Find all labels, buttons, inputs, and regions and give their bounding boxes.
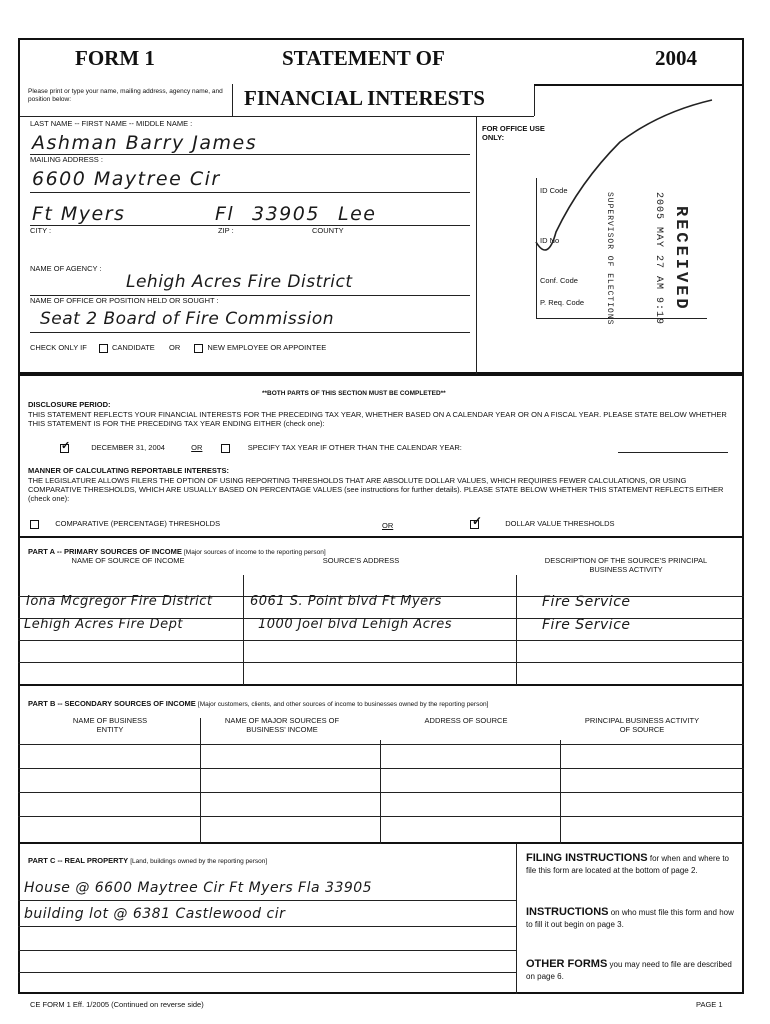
mailing-field[interactable]: 6600 Maytree Cir <box>32 168 221 190</box>
part-a-row2-address[interactable]: 1000 Joel blvd Lehigh Acres <box>258 617 453 632</box>
candidate-label: CANDIDATE <box>112 343 155 352</box>
instructions-text: on who must file this form and how to fill it out begin on page 3. <box>526 908 734 929</box>
part-b-title-text: PART B -- SECONDARY SOURCES OF INCOME <box>28 699 196 708</box>
part-b-block <box>18 686 744 844</box>
stamp-received: RECEIVED <box>671 206 690 312</box>
mailing-label: MAILING ADDRESS : <box>30 155 103 164</box>
part-a-row-line-2 <box>18 640 744 641</box>
mailing-underline <box>30 192 470 193</box>
part-a-row1-name[interactable]: Iona Mcgregor Fire District <box>26 594 213 609</box>
title-line1: STATEMENT OF <box>282 46 445 70</box>
part-c-title <box>28 856 267 866</box>
dollar-option <box>470 513 615 529</box>
part-b-col2-header: NAME OF MAJOR SOURCES OF BUSINESS' INCOME <box>224 716 340 734</box>
conf-code-label: Conf. Code <box>540 276 578 285</box>
agency-label: NAME OF AGENCY : <box>30 264 102 273</box>
filing-instructions <box>526 852 736 876</box>
filing-instructions-text: for when and where to file this form are located at the bottom of page 2. <box>526 854 730 875</box>
part-a-row1-activity[interactable]: Fire Service <box>542 594 631 610</box>
december-option-label: DECEMBER 31, 2004 <box>91 443 165 452</box>
dollar-label: DOLLAR VALUE THRESHOLDS <box>505 519 615 528</box>
id-code-label: ID Code <box>540 186 568 195</box>
footer-form-id: CE FORM 1 Eff. 1/2005 (Continued on reverse side) <box>30 1000 204 1009</box>
part-a-row1-address[interactable]: 6061 S. Point blvd Ft Myers <box>250 594 442 609</box>
part-c-title-text: PART C -- REAL PROPERTY <box>28 856 129 865</box>
part-a-title-text: PART A -- PRIMARY SOURCES OF INCOME <box>28 547 182 556</box>
part-b-col3-header: ADDRESS OF SOURCE <box>424 716 508 725</box>
part-a-col-line-1 <box>243 575 244 685</box>
state-field[interactable]: Fl <box>215 203 235 225</box>
who-must-file-instructions <box>526 906 736 930</box>
comparative-label: COMPARATIVE (PERCENTAGE) THRESHOLDS <box>55 519 221 528</box>
agency-field[interactable]: Lehigh Acres Fire District <box>126 272 353 292</box>
name-field[interactable]: Ashman Barry James <box>32 132 258 154</box>
stamp-office: SUPERVISOR OF ELECTIONS <box>605 192 614 326</box>
manner-text: THE LEGISLATURE ALLOWS FILERS THE OPTION OF USING REPORTING THRESHOLDS THAT ARE ABSOLUTE DOLLAR VALUES, WHICH REQUIRES FEWER CALCULATIONS, OR USING COMPARATIVE THRESHOLDS, WHICH ARE USUALLY BASED ON PERCENTAGE VALUES (see instructions for further details). PLEASE STATE BELOW WHETHER THIS STATEMENT REFLECTS EITHER (check one): <box>28 476 724 503</box>
part-b-col4-header: PRINCIPAL BUSINESS ACTIVITY OF SOURCE <box>584 716 700 734</box>
office-use-label: FOR OFFICE USE ONLY: <box>482 124 545 142</box>
part-c-row2[interactable]: building lot @ 6381 Castlewood cir <box>24 906 286 922</box>
manner-label: MANNER OF CALCULATING REPORTABLE INTERESTS: <box>28 466 229 475</box>
filing-instructions-head: FILING INSTRUCTIONS <box>526 852 648 864</box>
form-label: FORM 1 <box>75 46 155 70</box>
zip-field[interactable]: 33905 <box>252 203 320 225</box>
title-line2: FINANCIAL INTERESTS <box>244 86 485 110</box>
period-text: THIS STATEMENT REFLECTS YOUR FINANCIAL INTERESTS FOR THE PRECEDING TAX YEAR, WHETHER BASED ON A CALENDAR YEAR OR ON A FISCAL YEAR. PLEASE STATE BELOW WHETHER THIS STATEMENT IS FOR THE PRECEDING TAX YEAR ENDING EITHER (check one): <box>28 410 727 428</box>
check-only-label: CHECK ONLY IF <box>30 343 87 352</box>
part-b-title <box>28 699 488 709</box>
other-forms-head: OTHER FORMS <box>526 958 608 970</box>
part-b-row-line-0 <box>18 744 744 745</box>
part-b-subtitle: [Major customers, clients, and other sources of income to businesses owned by the reporting person] <box>197 701 489 708</box>
part-c-row-line-1 <box>18 926 516 927</box>
part-a-col-line-2 <box>516 575 517 685</box>
specify-year-checkbox[interactable] <box>221 444 230 453</box>
checkmark-scribble <box>530 92 720 262</box>
part-b-row-line-2 <box>18 792 744 793</box>
candidate-checkbox[interactable] <box>99 344 108 353</box>
footer-page-number: PAGE 1 <box>696 1000 723 1009</box>
part-c-row-line-3 <box>18 972 516 973</box>
city-underline <box>30 225 470 226</box>
threshold-options <box>30 519 220 529</box>
part-b-row-line-1 <box>18 768 744 769</box>
period-label: DISCLOSURE PERIOD: <box>28 400 111 409</box>
threshold-or-label: OR <box>382 521 394 530</box>
part-b-row-line-3 <box>18 816 744 817</box>
stamp-date: 2005 MAY 27 AM 9:19 <box>653 192 664 326</box>
period-options <box>60 439 462 453</box>
county-label: COUNTY <box>312 226 344 235</box>
office-use-divider <box>476 116 477 374</box>
id-no-label: ID No <box>540 236 560 245</box>
form-year: 2004 <box>655 46 697 70</box>
other-forms-text: you may need to file are described on page 6. <box>526 960 732 981</box>
office-underline <box>30 332 470 333</box>
county-field[interactable]: Lee <box>338 203 377 225</box>
specify-year-label: SPECIFY TAX YEAR IF OTHER THAN THE CALENDAR YEAR: <box>247 443 462 452</box>
part-a-row2-activity[interactable]: Fire Service <box>542 617 631 633</box>
part-c-row-line-2 <box>18 950 516 951</box>
part-b-col-line-1 <box>200 718 201 844</box>
part-c-subtitle: [Land, buildings owned by the reporting person] <box>130 858 268 865</box>
print-note: Please print or type your name, mailing address, agency name, and position below: <box>28 88 223 103</box>
new-employee-label: NEW EMPLOYEE OR APPOINTEE <box>207 343 327 352</box>
both-parts-note: **BOTH PARTS OF THIS SECTION MUST BE COMPLETED** <box>262 390 446 397</box>
part-c-divider <box>516 844 517 994</box>
zip-label: ZIP : <box>218 226 234 235</box>
disclosure-block <box>18 374 744 538</box>
part-a-row2-name[interactable]: Lehigh Acres Fire Dept <box>24 617 183 632</box>
part-c-row-line-0 <box>18 900 516 901</box>
part-a-col2-header: SOURCE'S ADDRESS <box>322 556 400 565</box>
comparative-checkbox[interactable] <box>30 520 39 529</box>
check-or-label: OR <box>168 343 181 352</box>
p-req-code-label: P. Req. Code <box>540 298 585 307</box>
office-field[interactable]: Seat 2 Board of Fire Commission <box>40 309 334 329</box>
city-label: CITY : <box>30 226 52 235</box>
instructions-head: INSTRUCTIONS <box>526 906 609 918</box>
name-label: LAST NAME -- FIRST NAME -- MIDDLE NAME : <box>30 119 193 128</box>
part-a-col3-header: DESCRIPTION OF THE SOURCE'S PRINCIPAL BUSINESS ACTIVITY <box>544 556 708 574</box>
dollar-checkbox[interactable]: ✓ <box>472 513 483 528</box>
december-checkbox[interactable]: ✓ <box>61 439 71 452</box>
new-employee-checkbox[interactable] <box>194 344 203 353</box>
period-or-label: OR <box>191 443 203 452</box>
part-b-col1-header: NAME OF BUSINESS ENTITY <box>72 716 148 734</box>
city-field[interactable]: Ft Myers <box>32 203 126 225</box>
part-c-row1[interactable]: House @ 6600 Maytree Cir Ft Myers Fla 33905 <box>24 880 373 896</box>
office-label: NAME OF OFFICE OR POSITION HELD OR SOUGHT : <box>30 296 219 305</box>
other-forms-instructions <box>526 958 736 982</box>
part-a-col1-header: NAME OF SOURCE OF INCOME <box>71 556 185 565</box>
specify-year-line <box>618 452 728 453</box>
part-a-row-line-3 <box>18 662 744 663</box>
part-a-subtitle: [Major sources of income to the reporting person] <box>184 549 326 556</box>
check-row <box>30 343 326 353</box>
